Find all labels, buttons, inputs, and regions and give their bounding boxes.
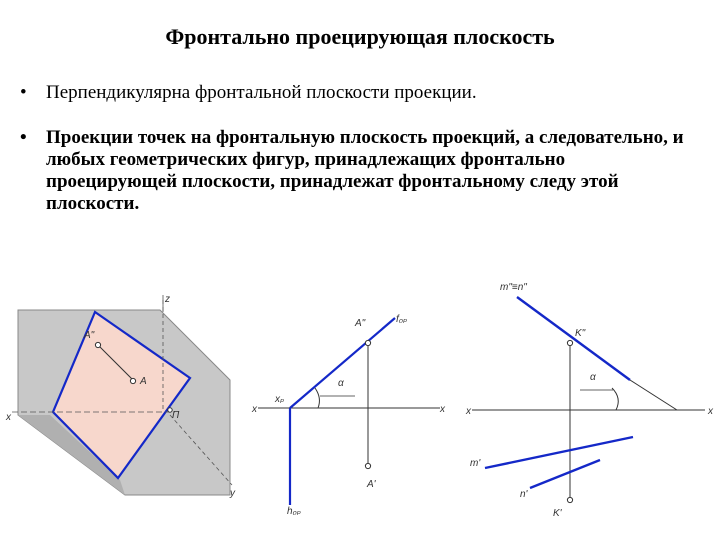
point-k2 [567, 340, 572, 345]
point-a1 [365, 463, 370, 468]
trace-mn-blue [517, 297, 630, 380]
label-a2: A" [84, 330, 95, 341]
label-k2: K" [575, 328, 586, 339]
angle-arc [315, 388, 319, 408]
label-x-left: x [466, 406, 471, 417]
label-n1: n' [520, 489, 528, 500]
label-m1: m' [470, 458, 481, 469]
line-m1 [485, 437, 633, 468]
slide-title: Фронтально проецирующая плоскость [165, 24, 555, 49]
label-mn: m"≡n" [500, 282, 527, 293]
figure-lines [465, 282, 714, 519]
label-x: x [6, 412, 11, 423]
trace-mn-continue [630, 380, 677, 410]
label-x-right: x [440, 404, 445, 415]
label-x-right: x [708, 406, 713, 417]
label-y: y [230, 488, 235, 499]
label-k1: K' [553, 508, 562, 519]
bullet-marker: • [20, 82, 27, 103]
point-a2 [95, 342, 100, 347]
label-a2: A" [355, 318, 366, 329]
bullet-marker: • [20, 127, 27, 148]
figure-3d-view [5, 294, 236, 499]
bullet-text-1: Перпендикулярна фронтальной плоскости проекции. [46, 82, 477, 103]
frontal-trace [290, 318, 395, 408]
point-a [130, 378, 135, 383]
label-a: A [140, 376, 147, 387]
label-pi: П [172, 410, 180, 421]
bullet-text-2: Проекции точек на фронтальную плоскость проекций, а следовательно, и любых геометрических фигур, принадлежащих фронтально проецирующей плоскости, принадлежат фронтальному следу этой плоскости. [46, 127, 684, 214]
label-f-pi: f₀ₚ [396, 314, 408, 325]
label-z: z [165, 294, 170, 305]
point-k1 [567, 497, 572, 502]
point-a2 [365, 340, 370, 345]
figure-traces [251, 314, 446, 517]
line-n1 [530, 460, 600, 488]
label-h-pi: h₀ₚ [287, 506, 302, 517]
label-a1: A' [367, 479, 376, 490]
label-alpha: α [338, 378, 344, 389]
label-alpha: α [590, 372, 596, 383]
label-xp: xₚ [275, 394, 285, 405]
label-x-left: x [252, 404, 257, 415]
angle-arc [612, 388, 618, 410]
